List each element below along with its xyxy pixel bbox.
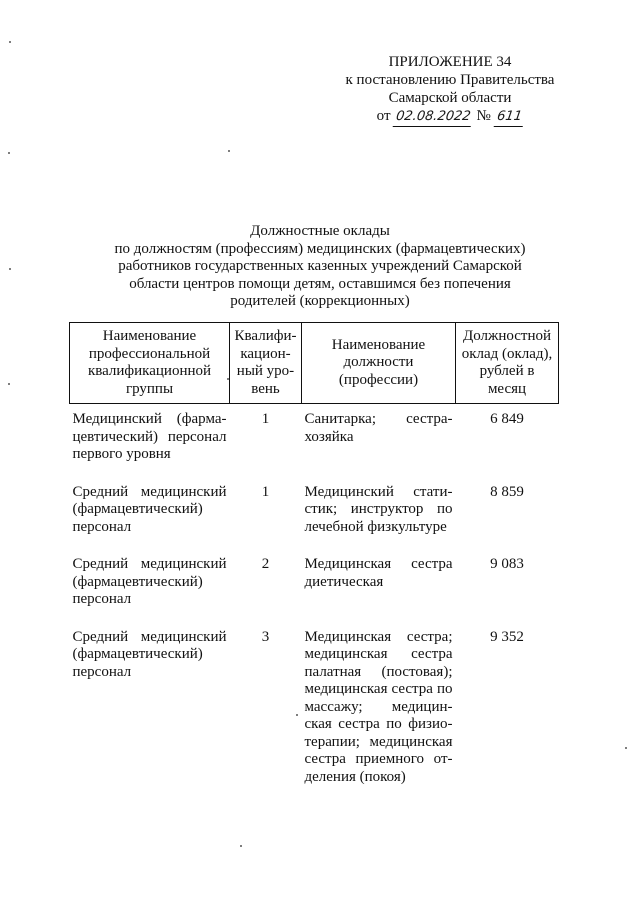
table-row	[70, 404, 559, 477]
title-line: по должностям (профессиям) медицинских (фармацевтических)	[114, 240, 526, 257]
cell-level: 3	[261, 628, 270, 645]
document-title	[90, 223, 550, 311]
cell-salary: 9 083	[490, 556, 524, 572]
handwritten-date: 02.08.2022	[393, 108, 474, 127]
appendix-header	[320, 53, 580, 127]
cell-group: Средний медицинский (фармацевтический) персонал	[72, 556, 227, 607]
salary-table	[69, 322, 559, 799]
scan-speck	[8, 152, 10, 154]
scan-speck	[8, 383, 10, 385]
cell-position: Медицинская сестра диетическая	[304, 556, 453, 590]
scan-speck	[625, 747, 627, 749]
cell-level: 1	[261, 483, 270, 500]
decree-reference: к постановлению Правительства	[345, 72, 555, 88]
cell-position: Санитарка; сестра-хозяйка	[304, 411, 453, 445]
cell-group: Средний медицинский (фармацевтический) персонал	[72, 628, 227, 680]
handwritten-number: 611	[493, 108, 524, 127]
table-row	[70, 477, 559, 550]
title-line: области центров помощи детям, оставшимся без попечения	[129, 275, 511, 292]
table-row	[70, 549, 559, 622]
cell-salary: 9 352	[490, 628, 524, 645]
table-row	[70, 622, 559, 800]
header-position: Наименование должности (профессии)	[302, 323, 456, 404]
cell-level: 2	[261, 556, 270, 572]
cell-group: Средний медицинский (фармацевтический) персонал	[72, 483, 227, 535]
scan-speck	[9, 268, 11, 270]
scan-speck	[227, 378, 229, 380]
scan-speck	[240, 845, 242, 847]
cell-salary: 6 849	[490, 411, 524, 427]
table-header-row	[70, 323, 559, 404]
scan-speck	[296, 714, 298, 716]
decree-date-number	[320, 107, 580, 127]
cell-level: 1	[261, 411, 270, 427]
title-line: родителей (коррекционных)	[230, 293, 410, 310]
cell-salary: 8 859	[490, 483, 524, 500]
header-group: Наименование профессиональной квалификационной группы	[70, 323, 230, 404]
number-prefix: №	[476, 108, 491, 124]
header-salary: Должностной оклад (оклад), рублей в месяц	[456, 323, 559, 404]
scan-speck	[9, 41, 11, 43]
cell-position: Медицинский стати-стик; инструктор по лечебной физкультуре	[304, 483, 453, 535]
cell-group: Медицинский (фарма-цевтический) персонал первого уровня	[72, 411, 227, 462]
cell-position: Медицинская сестра; медицинская сестра палатная (постовая); медицинская сестра по массажу; медицин-ская сестра по физио-терапии; медицинская сестра приемного от-деления (покоя)	[304, 628, 453, 785]
from-prefix: от	[376, 108, 391, 124]
header-level: Квалифи-кацион-ный уро-вень	[230, 323, 302, 404]
title-line: Должностные оклады	[250, 223, 390, 239]
appendix-label: ПРИЛОЖЕНИЕ 34	[388, 54, 512, 70]
title-line: работников государственных казенных учреждений Самарской	[118, 258, 522, 275]
scan-speck	[228, 150, 230, 152]
region-name: Самарской области	[388, 90, 512, 106]
